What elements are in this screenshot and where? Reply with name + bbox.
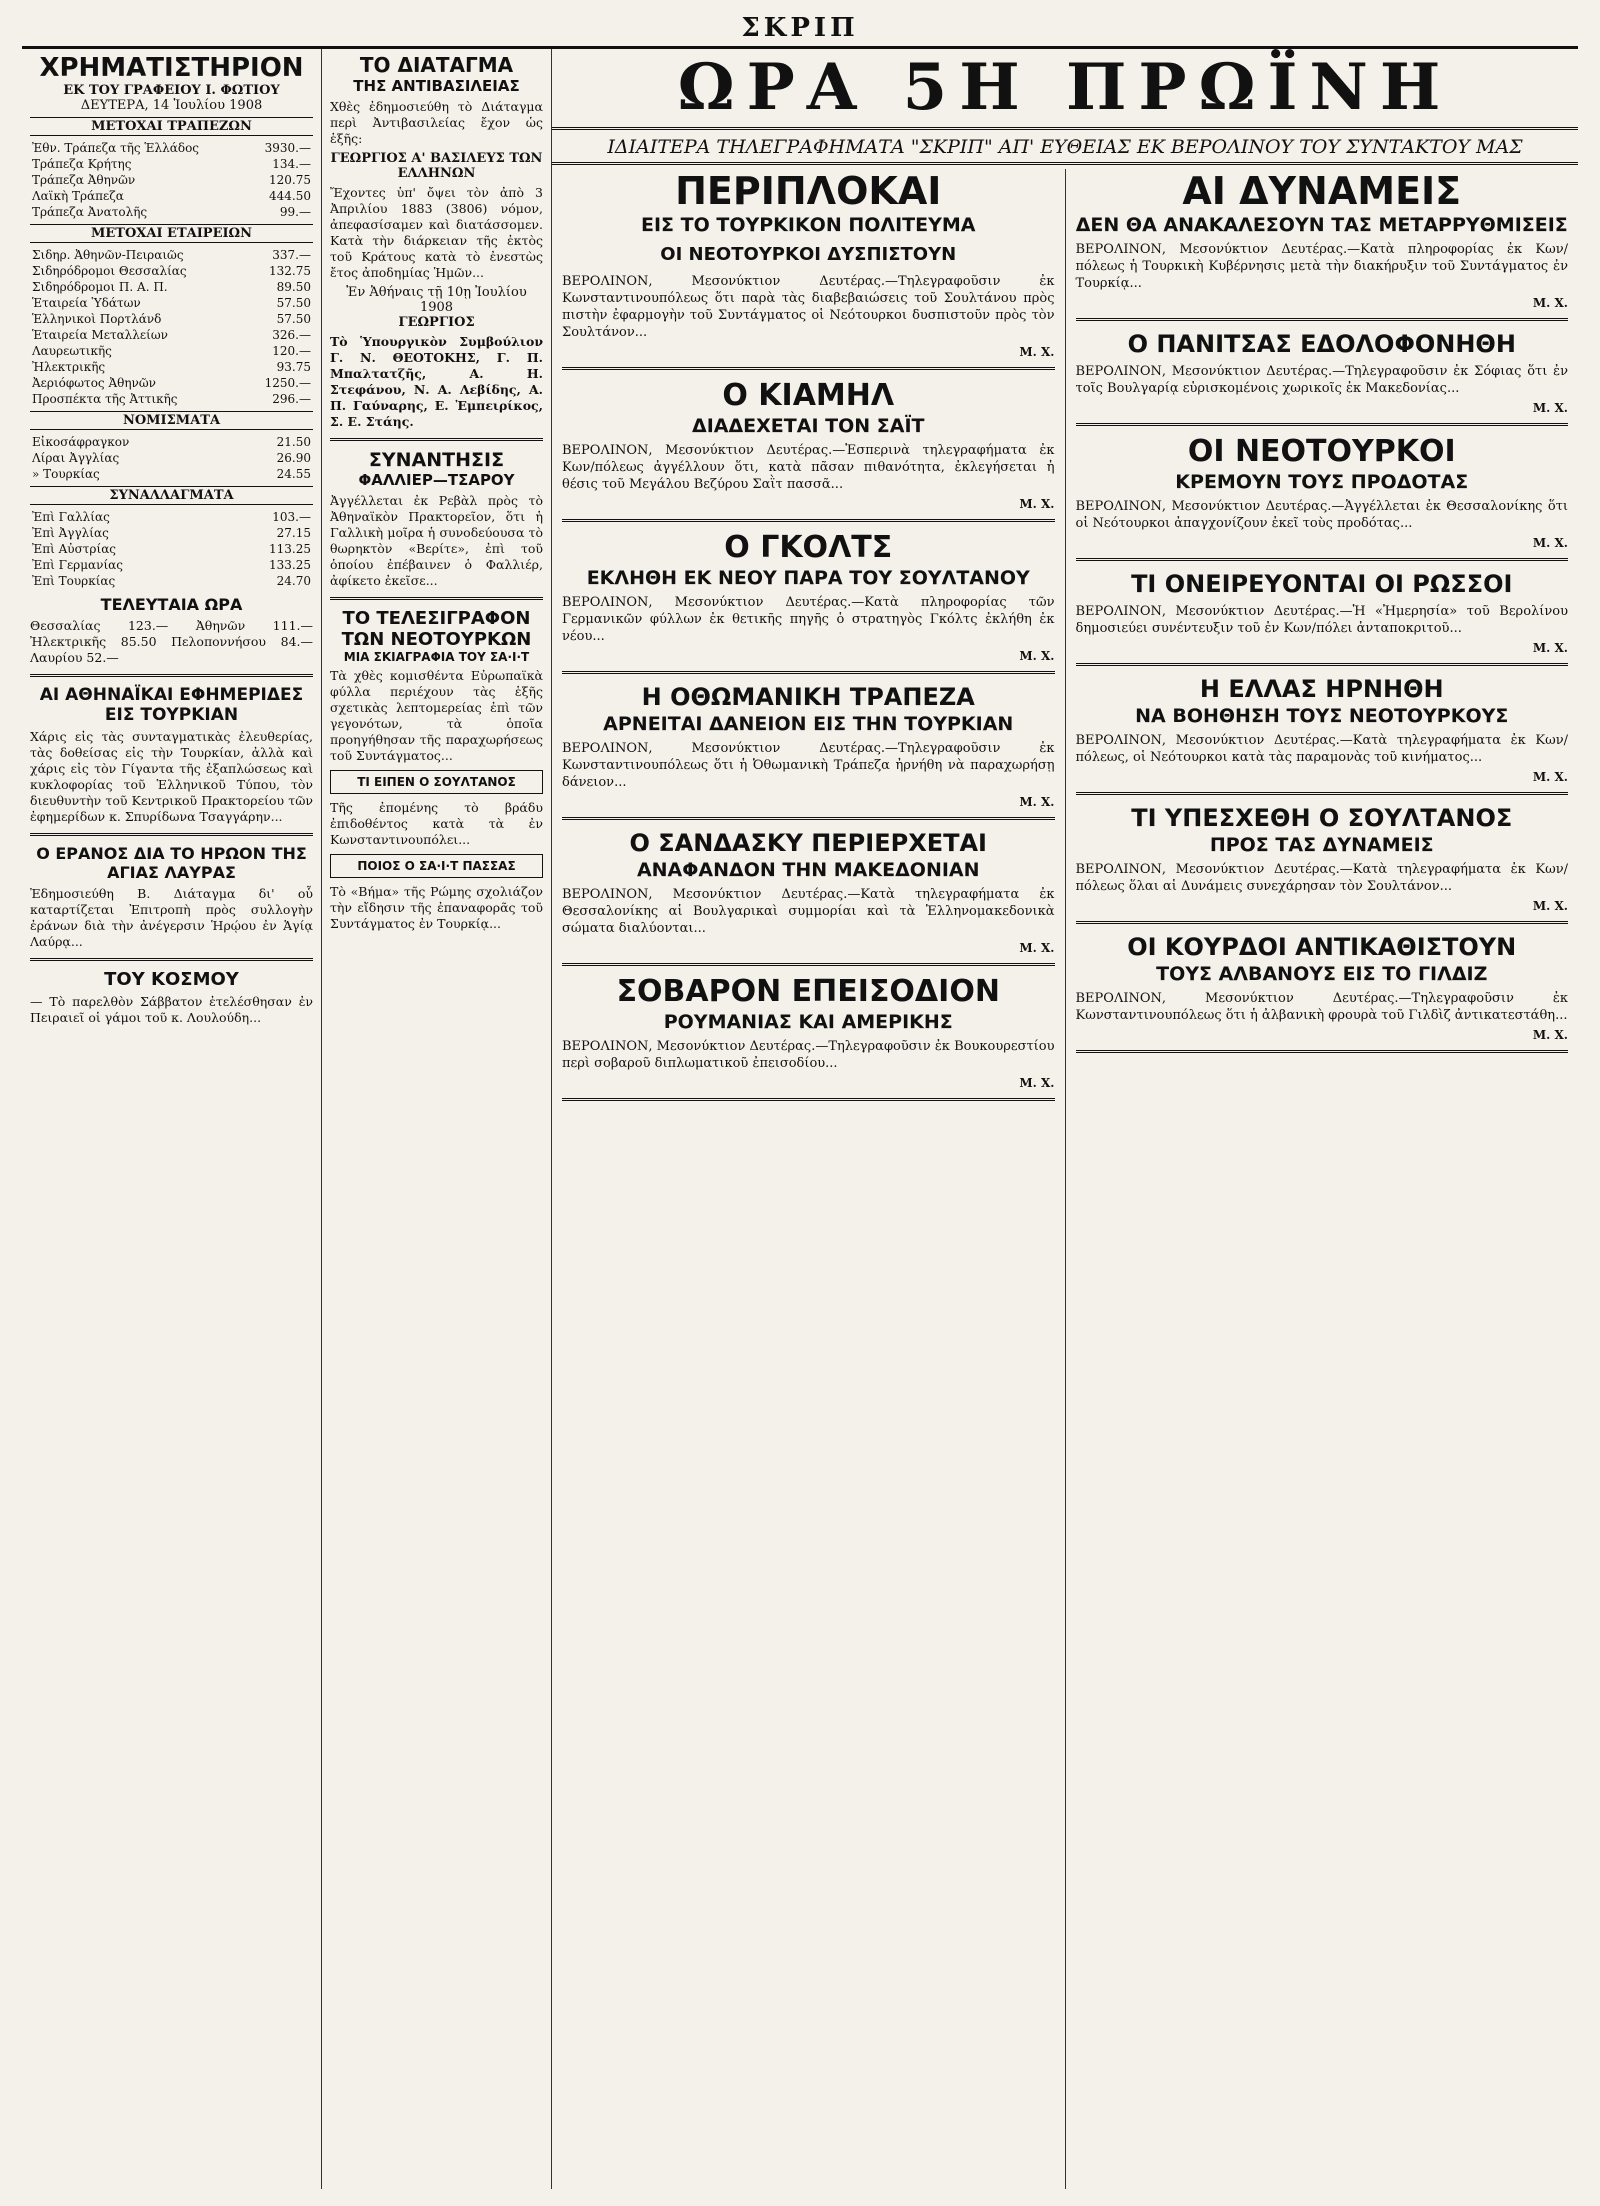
price-row [30, 279, 313, 295]
price-name: Ἑταιρεία Μεταλλείων [32, 328, 168, 342]
price-row [30, 434, 313, 450]
price-value: 103.— [272, 510, 311, 524]
price-name: Ἐπὶ Γαλλίας [32, 510, 110, 524]
price-row [30, 343, 313, 359]
price-name: Σιδηρόδρομοι Π. Α. Π. [32, 280, 168, 294]
telegraph-subtitle: ΜΙΑ ΣΚΙΑΓΡΑΦΙΑ ΤΟΥ ΣΑ·Ι·Τ [343, 650, 530, 664]
article-body: ΒΕΡΟΛΙΝΟΝ, Μεσονύκτιον Δευτέρας.—Κατὰ πληροφορίας τῶν Γερμανικῶν φύλλων ἐκ θετικῆς πηγῆς ὁ στρατηγὸς Γκόλτς ἐκλήθη ἐκ νέου... [562, 595, 1055, 644]
article-signature: Μ. Χ. [1532, 296, 1568, 310]
price-name: Ἑλληνικοὶ Πορτλάνδ [32, 312, 162, 326]
article-signature: Μ. Χ. [1019, 497, 1055, 511]
price-name: Ἐπὶ Αὐστρίας [32, 542, 117, 556]
price-value: 93.75 [276, 360, 311, 374]
article-subheadline: ΑΝΑΦΑΝΔΟΝ ΤΗΝ ΜΑΚΕΔΟΝΙΑΝ [636, 859, 980, 881]
price-row [30, 156, 313, 172]
price-name: Λαυρεωτικῆς [32, 344, 112, 358]
article-subheadline: ΕΚΛΗΘΗ ΕΚ ΝΕΟΥ ΠΑΡΑ ΤΟΥ ΣΟΥΛΤΑΝΟΥ [586, 567, 1030, 589]
price-name: Ἐθν. Τράπεζα τῆς Ἑλλάδος [32, 141, 200, 155]
press-title: ΑΙ ΑΘΗΝΑΪΚΑΙ ΕΦΗΜΕΡΙΔΕΣ ΕΙΣ ΤΟΥΡΚΙΑΝ [39, 685, 304, 725]
article-body: ΒΕΡΟΛΙΝΟΝ, Μεσονύκτιον Δευτέρας.—Κατὰ τηλεγραφήματα ἐκ Θεσσαλονίκης αἱ Βουλγαρικαὶ συμμορίαι καὶ τὰ Ἑλληνομακεδονικὰ σώματα διαλύονται... [562, 887, 1055, 936]
price-value: 26.90 [276, 451, 311, 465]
decree-council: Τὸ Ὑπουργικὸν Συμβούλιον Γ. Ν. ΘΕΟΤΟΚΗΣ, Γ. Π. Μπαλτατζῆς, Α. Η. Στεφάνου, Ν. Α. Λεβίδης, Α. Π. Γαύναρης, Ε. Ἐμπειρίκος, Σ. Ε. Στάης. [330, 334, 543, 429]
telegram-article [1076, 434, 1569, 561]
price-value: 57.50 [276, 312, 311, 326]
price-row [30, 557, 313, 573]
decree-title: ΤΟ ΔΙΑΤΑΓΜΑ [359, 53, 514, 77]
price-row [30, 541, 313, 557]
price-name: Εἰκοσάφραγκον [32, 435, 130, 449]
article-headline: Ο ΣΑΝΔΑΣΚΥ ΠΕΡΙΕΡΧΕΤΑΙ [629, 829, 987, 857]
price-value: 326.— [272, 328, 311, 342]
article-headline: Η ΕΛΛΑΣ ΗΡΝΗΘΗ [1199, 675, 1444, 703]
stock-exchange-column [22, 49, 322, 2189]
article-headline: ΤΙ ΟΝΕΙΡΕΥΟΝΤΑΙ ΟΙ ΡΩΣΣΟΙ [1131, 570, 1513, 598]
article-subheadline: ΔΕΝ ΘΑ ΑΝΑΚΑΛΕΣΟΥΝ ΤΑΣ ΜΕΤΑΡΡΥΘΜΙΣΕΙΣ [1075, 214, 1568, 236]
article-body: ΒΕΡΟΛΙΝΟΝ, Μεσονύκτιον Δευτέρας.—Κατὰ τηλεγραφήματα ἐκ Κων/πόλεως, οἱ Νεότουρκοι κατὰ τὰς παραμονὰς τοῦ κινήματος... [1075, 733, 1568, 765]
price-row [30, 188, 313, 204]
telegraph-body: Τὰ χθὲς κομισθέντα Εὐρωπαϊκὰ φύλλα περιέχουν τὰς ἑξῆς σχετικὰς λεπτομερείας ἐπὶ τῶν γεγονότων, τὰ ὁποῖα προηγήθησαν τῆς παραχωρήσεως τοῦ Συντάγματος... [330, 668, 543, 763]
telegram-article [1076, 329, 1569, 426]
price-row [30, 450, 313, 466]
article-subheadline: ΠΡΟΣ ΤΑΣ ΔΥΝΑΜΕΙΣ [1209, 834, 1434, 856]
last-hour-text: Θεσσαλίας 123.— Ἀθηνῶν 111.— Ἠλεκτρικῆς 85.50 Πελοποννήσου 84.— Λαυρίου 52.— [30, 618, 313, 665]
price-name: Ἑταιρεία Ὑδάτων [32, 296, 141, 310]
price-value: 21.50 [276, 435, 311, 449]
price-name: Σιδηρ. Ἀθηνῶν-Πειραιῶς [32, 248, 184, 262]
telegram-article [562, 378, 1055, 522]
article-headline: Ο ΓΚΟΛΤΣ [724, 530, 893, 565]
article-subheadline: ΑΡΝΕΙΤΑΙ ΔΑΝΕΙΟΝ ΕΙΣ ΤΗΝ ΤΟΥΡΚΙΑΝ [603, 713, 1014, 735]
decree-date: Ἐν Ἀθήναις τῇ 10ῃ Ἰουλίου 1908 [346, 285, 527, 315]
telegram-article [562, 530, 1055, 674]
world-title: ΤΟΥ ΚΟΣΜΟΥ [104, 969, 239, 990]
article-body: ΒΕΡΟΛΙΝΟΝ, Μεσονύκτιον Δευτέρας.—Κατὰ πληροφορίας ἐκ Κων/πόλεως ἡ Τουρκικὴ Κυβέρνησις μετὰ τὴν διακήρυξιν τοῦ Συντάγματος ἐν Τουρκίᾳ... [1075, 242, 1568, 291]
article-subheadline: ΔΙΑΔΕΧΕΤΑΙ ΤΟΝ ΣΑΪΤ [692, 415, 925, 437]
article-body: ΒΕΡΟΛΙΝΟΝ, Μεσονύκτιον Δευτέρας.—Ἀγγέλλεται ἐκ Θεσσαλονίκης ὅτι οἱ Νεότουρκοι ἀπαγχονίζουν ἐκεῖ τοὺς προδότας... [1075, 499, 1568, 531]
price-value: 99.— [279, 205, 311, 219]
article-signature: Μ. Χ. [1532, 899, 1568, 913]
telegram-article [562, 682, 1055, 820]
price-name: Τράπεζα Ἀνατολῆς [32, 205, 148, 219]
price-row [30, 466, 313, 482]
price-value: 57.50 [276, 296, 311, 310]
exchange-title: ΣΥΝΑΛΛΑΓΜΑΤΑ [30, 486, 313, 505]
article-body: ΒΕΡΟΛΙΝΟΝ, Μεσονύκτιον Δευτέρας.—Ἐσπερινὰ τηλεγραφήματα ἐκ Κων/πόλεως ἀγγέλλουν ὅτι, κατὰ πᾶσαν πιθανότητα, ἐκλεγήσεται ἡ θέσις τοῦ Μεγάλου Βεζύρου Σαῒτ πασσᾶ... [562, 443, 1055, 492]
banks-title: ΜΕΤΟΧΑΙ ΤΡΑΠΕΖΩΝ [30, 117, 313, 136]
article-subheadline: ΡΟΥΜΑΝΙΑΣ ΚΑΙ ΑΜΕΡΙΚΗΣ [663, 1011, 953, 1033]
price-name: Λαϊκὴ Τράπεζα [32, 189, 124, 203]
price-name: Τράπεζα Κρήτης [32, 157, 132, 171]
price-value: 3930.— [264, 141, 311, 155]
article-signature: Μ. Χ. [1532, 770, 1568, 784]
price-value: 120.— [272, 344, 311, 358]
price-name: Ἀεριόφωτος Ἀθηνῶν [32, 376, 156, 390]
sultan-body: Τῆς ἐπομένης τὸ βράδυ ἐπιδοθέντος κατὰ τὰ ἐν Κωνσταντινουπόλει... [330, 800, 543, 847]
price-row [30, 525, 313, 541]
article-headline: ΠΕΡΙΠΛΟΚΑΙ [675, 169, 942, 213]
article-tagline: ΟΙ ΝΕΟΤΟΥΡΚΟΙ ΔΥΣΠΙΣΤΟΥΝ [660, 244, 957, 265]
press-body: Χάρις εἰς τὰς συνταγματικὰς ἐλευθερίας, τὰς δοθείσας εἰς τὴν Τουρκίαν, ἀλλὰ καὶ χάρις εἰς τὸν Γίγαντα τῆς ἐξαπλώσεως καὶ κυκλοφορίας τοῦ Ἑλληνικοῦ Τύπου, τὸν διευθυντὴν τοῦ Κεντρικοῦ Πρακτορείου τῶν ἐφημερίδων κ. Σπυρίδωνα Τσαγγάρην... [30, 729, 313, 824]
article-body: ΒΕΡΟΛΙΝΟΝ, Μεσονύκτιον Δευτέρας.—Τηλεγραφοῦσιν ἐκ Βουκουρεστίου περὶ σοβαροῦ διπλωματικοῦ ἐπεισοδίου... [562, 1039, 1055, 1071]
banks-table [30, 140, 313, 220]
price-row [30, 140, 313, 156]
coins-table [30, 434, 313, 482]
telegrams-left [552, 169, 1066, 2189]
report-date: ΔΕΥΤΕΡΑ, 14 Ἰουλίου 1908 [80, 98, 263, 113]
world-body: — Τὸ παρελθὸν Σάββατον ἐτελέσθησαν ἐν Πειραιεῖ οἱ γάμοι τοῦ κ. Λουλούδη... [30, 994, 313, 1025]
price-row [30, 172, 313, 188]
article-headline: ΟΙ ΚΟΥΡΔΟΙ ΑΝΤΙΚΑΘΙΣΤΟΥΝ [1127, 933, 1517, 961]
price-value: 120.75 [269, 173, 311, 187]
article-signature: Μ. Χ. [1019, 941, 1055, 955]
article-body: ΒΕΡΟΛΙΝΟΝ, Μεσονύκτιον Δευτέρας.—Τηλεγραφοῦσιν ἐκ Κωνσταντινουπόλεως ὅτι ἡ ἀλβανικὴ φρουρὰ τοῦ Γιλδὶζ ἀντικατεστάθη... [1075, 991, 1568, 1023]
price-row [30, 509, 313, 525]
article-signature: Μ. Χ. [1532, 536, 1568, 550]
eranos-title: Ο ΕΡΑΝΟΣ ΔΙΑ ΤΟ ΗΡΩΟΝ ΤΗΣ ΑΓΙΑΣ ΛΑΥΡΑΣ [36, 844, 307, 882]
price-value: 1250.— [264, 376, 311, 390]
said-title: ΠΟΙΟΣ Ο ΣΑ·Ι·Τ ΠΑΣΣΑΣ [357, 859, 516, 873]
price-name: Σιδηρόδρομοι Θεσσαλίας [32, 264, 187, 278]
article-signature: Μ. Χ. [1019, 795, 1055, 809]
article-body: ΒΕΡΟΛΙΝΟΝ, Μεσονύκτιον Δευτέρας.—Κατὰ τηλεγραφήματα ἐκ Κων/πόλεως ὅλαι αἱ Δυνάμεις συνεχάρησαν τὸν Σουλτάνον... [1075, 862, 1568, 894]
telegram-article [562, 169, 1055, 370]
price-row [30, 327, 313, 343]
telegram-article [1076, 169, 1569, 321]
price-value: 113.25 [269, 542, 311, 556]
price-row [30, 391, 313, 407]
price-value: 444.50 [269, 189, 311, 203]
telegram-article [1076, 674, 1569, 795]
price-value: 27.15 [276, 526, 311, 540]
article-headline: ΑΙ ΔΥΝΑΜΕΙΣ [1182, 169, 1462, 213]
price-row [30, 295, 313, 311]
price-row [30, 247, 313, 263]
stock-exchange-title: ΧΡΗΜΑΤΙΣΤΗΡΙΟΝ [39, 53, 304, 83]
article-signature: Μ. Χ. [1532, 1028, 1568, 1042]
hour-banner: ΩΡΑ 5Η ΠΡΩΪΝΗ [552, 49, 1578, 130]
telegram-article [1076, 932, 1569, 1053]
telegraph-title: ΤΟ ΤΕΛΕΣΙΓΡΑΦΟΝ ΤΩΝ ΝΕΟΤΟΥΡΚΩΝ [341, 608, 532, 650]
price-value: 337.— [272, 248, 311, 262]
price-name: Λίραι Ἀγγλίας [32, 451, 120, 465]
eranos-body: Ἐδημοσιεύθη Β. Διάταγμα δι' οὗ καταρτίζεται Ἐπιτροπὴ πρὸς συλλογὴν ἐράνων διὰ τὴν ἀνέγερσιν Ἡρῴου ἐν Ἁγίᾳ Λαύρᾳ... [30, 886, 313, 949]
decree-column [322, 49, 552, 2189]
meeting-body: Ἀγγέλλεται ἐκ Ρεβὰλ πρὸς τὸ Ἀθηναϊκὸν Πρακτορεῖον, ὅτι ἡ Γαλλικὴ μοῖρα ἡ συνοδεύουσα τὸ θωρηκτὸν «Βερίτε», ἐπὶ τοῦ ὁποίου ἐπέβαινεν ὁ Φαλλιέρ, ἀφίκετο ἐκεῖσε... [330, 493, 543, 588]
price-value: 296.— [272, 392, 311, 406]
article-signature: Μ. Χ. [1019, 345, 1055, 359]
companies-table [30, 247, 313, 407]
telegram-article [1076, 569, 1569, 666]
price-name: Ἐπὶ Ἀγγλίας [32, 526, 109, 540]
price-row [30, 359, 313, 375]
sultan-title: ΤΙ ΕΙΠΕΝ Ο ΣΟΥΛΤΑΝΟΣ [357, 775, 516, 789]
price-value: 24.55 [276, 467, 311, 481]
price-row [30, 375, 313, 391]
article-signature: Μ. Χ. [1019, 649, 1055, 663]
article-subheadline: ΝΑ ΒΟΗΘΗΣΗ ΤΟΥΣ ΝΕΟΤΟΥΡΚΟΥΣ [1135, 705, 1509, 727]
telegram-article [1076, 803, 1569, 924]
meeting-subtitle: ΦΑΛΛΙΕΡ—ΤΣΑΡΟΥ [358, 471, 515, 489]
price-row [30, 573, 313, 589]
telegrams-subhead: ΙΔΙΑΙΤΕΡΑ ΤΗΛΕΓΡΑΦΗΜΑΤΑ "ΣΚΡΙΠ" ΑΠ' ΕΥΘΕΙΑΣ ΕΚ ΒΕΡΟΛΙΝΟΥ ΤΟΥ ΣΥΝΤΑΚΤΟΥ ΜΑΣ [552, 136, 1578, 165]
article-body: ΒΕΡΟΛΙΝΟΝ, Μεσονύκτιον Δευτέρας.—Τηλεγραφοῦσιν ἐκ Κωνσταντινουπόλεως ὅτι παρὰ τὰς διαβεβαιώσεις τοῦ Σουλτάνου πρὸς πιστὴν ἐφαρμογὴν τοῦ Συντάγματος οἱ Νεότουρκοι δυσπιστοῦν πρὸς τὸν Σουλτάνον... [562, 274, 1055, 340]
exchange-table [30, 509, 313, 589]
source-office: ΕΚ ΤΟΥ ΓΡΑΦΕΙΟΥ Ι. ΦΩΤΙΟΥ [63, 83, 280, 98]
article-signature: Μ. Χ. [1019, 1076, 1055, 1090]
telegram-article [562, 974, 1055, 1101]
masthead-name: ΣΚΡΙΠ [22, 10, 1578, 49]
price-row [30, 204, 313, 220]
telegram-article [562, 828, 1055, 966]
article-headline: Η ΟΘΩΜΑΝΙΚΗ ΤΡΑΠΕΖΑ [641, 683, 975, 711]
article-body: ΒΕΡΟΛΙΝΟΝ, Μεσονύκτιον Δευτέρας.—Τηλεγραφοῦσιν ἐκ Σόφιας ὅτι ἐν τοῖς Βουλγαρίᾳ εὑρισκομένοις χωρικοῖς ἐκ Μακεδονίας... [1075, 364, 1568, 396]
price-name: » Τουρκίας [32, 467, 100, 481]
article-signature: Μ. Χ. [1532, 641, 1568, 655]
article-body: ΒΕΡΟΛΙΝΟΝ, Μεσονύκτιον Δευτέρας.—Τηλεγραφοῦσιν ἐκ Κωνσταντινουπόλεως ὅτι ἡ Ὀθωμανικὴ Τράπεζα ἠρνήθη νὰ παραχωρήσῃ δάνειον... [562, 741, 1055, 790]
decree-body: Ἔχοντες ὑπ' ὄψει τὸν ἀπὸ 3 Ἀπριλίου 1883 (3806) νόμον, ἀπεφασίσαμεν καὶ διατάσσομεν. Κατὰ τὴν διάρκειαν τῆς ἐκτὸς τοῦ Κράτους κατὰ τὸ ἐνεστὼς ἔτος ἀποδημίας Ἡμῶν... [330, 185, 543, 280]
king-title: ΓΕΩΡΓΙΟΣ Α' ΒΑΣΙΛΕΥΣ ΤΩΝ ΕΛΛΗΝΩΝ [330, 151, 543, 181]
price-name: Ἐπὶ Γερμανίας [32, 558, 123, 572]
telegrams-section [552, 49, 1578, 2189]
price-name: Ἐπὶ Τουρκίας [32, 574, 116, 588]
article-headline: Ο ΚΙΑΜΗΛ [722, 378, 895, 413]
price-value: 132.75 [269, 264, 311, 278]
article-body: ΒΕΡΟΛΙΝΟΝ, Μεσονύκτιον Δευτέρας.—Ἡ «Ἠμερησία» τοῦ Βερολίνου δημοσιεύει συνέντευξιν τοῦ ἐν Κων/πόλει ἀνταποκριτοῦ... [1075, 604, 1568, 636]
article-signature: Μ. Χ. [1532, 401, 1568, 415]
telegrams-right [1066, 169, 1579, 2189]
price-value: 24.70 [276, 574, 311, 588]
article-headline: ΤΙ ΥΠΕΣΧΕΘΗ Ο ΣΟΥΛΤΑΝΟΣ [1131, 804, 1513, 832]
article-headline: Ο ΠΑΝΙΤΣΑΣ ΕΔΟΛΟΦΟΝΗΘΗ [1127, 330, 1516, 358]
coins-title: ΝΟΜΙΣΜΑΤΑ [30, 411, 313, 430]
article-headline: ΟΙ ΝΕΟΤΟΥΡΚΟΙ [1187, 434, 1456, 469]
said-body: Τὸ «Βήμα» τῆς Ρώμης σχολιάζον τὴν εἴδησιν τῆς ἐπαναφορᾶς τοῦ Συντάγματος ἐν Τουρκίᾳ... [330, 884, 543, 931]
price-value: 89.50 [276, 280, 311, 294]
meeting-title: ΣΥΝΑΝΤΗΣΙΣ [368, 449, 505, 471]
last-hour-title: ΤΕΛΕΥΤΑΙΑ ΩΡΑ [100, 595, 243, 614]
article-subheadline: ΚΡΕΜΟΥΝ ΤΟΥΣ ΠΡΟΔΟΤΑΣ [1175, 471, 1469, 493]
price-value: 134.— [272, 157, 311, 171]
article-subheadline: ΤΟΥΣ ΑΛΒΑΝΟΥΣ ΕΙΣ ΤΟ ΓΙΛΔΙΖ [1156, 963, 1488, 985]
price-name: Προσπέκτα τῆς Ἀττικῆς [32, 392, 178, 406]
companies-title: ΜΕΤΟΧΑΙ ΕΤΑΙΡΕΙΩΝ [30, 224, 313, 243]
price-name: Τράπεζα Ἀθηνῶν [32, 173, 136, 187]
price-value: 133.25 [269, 558, 311, 572]
article-subheadline: ΕΙΣ ΤΟ ΤΟΥΡΚΙΚΟΝ ΠΟΛΙΤΕΥΜΑ [641, 214, 976, 236]
price-name: Ἠλεκτρικῆς [32, 360, 106, 374]
decree-sign: ΓΕΩΡΓΙΟΣ [398, 315, 475, 330]
price-row [30, 311, 313, 327]
decree-subtitle: ΤΗΣ ΑΝΤΙΒΑΣΙΛΕΙΑΣ [353, 77, 520, 95]
price-row [30, 263, 313, 279]
article-headline: ΣΟΒΑΡΟΝ ΕΠΕΙΣΟΔΙΟΝ [616, 974, 1000, 1009]
decree-intro: Χθὲς ἐδημοσιεύθη τὸ Διάταγμα περὶ Ἀντιβασιλείας ἔχον ὡς ἑξῆς: [330, 99, 543, 146]
